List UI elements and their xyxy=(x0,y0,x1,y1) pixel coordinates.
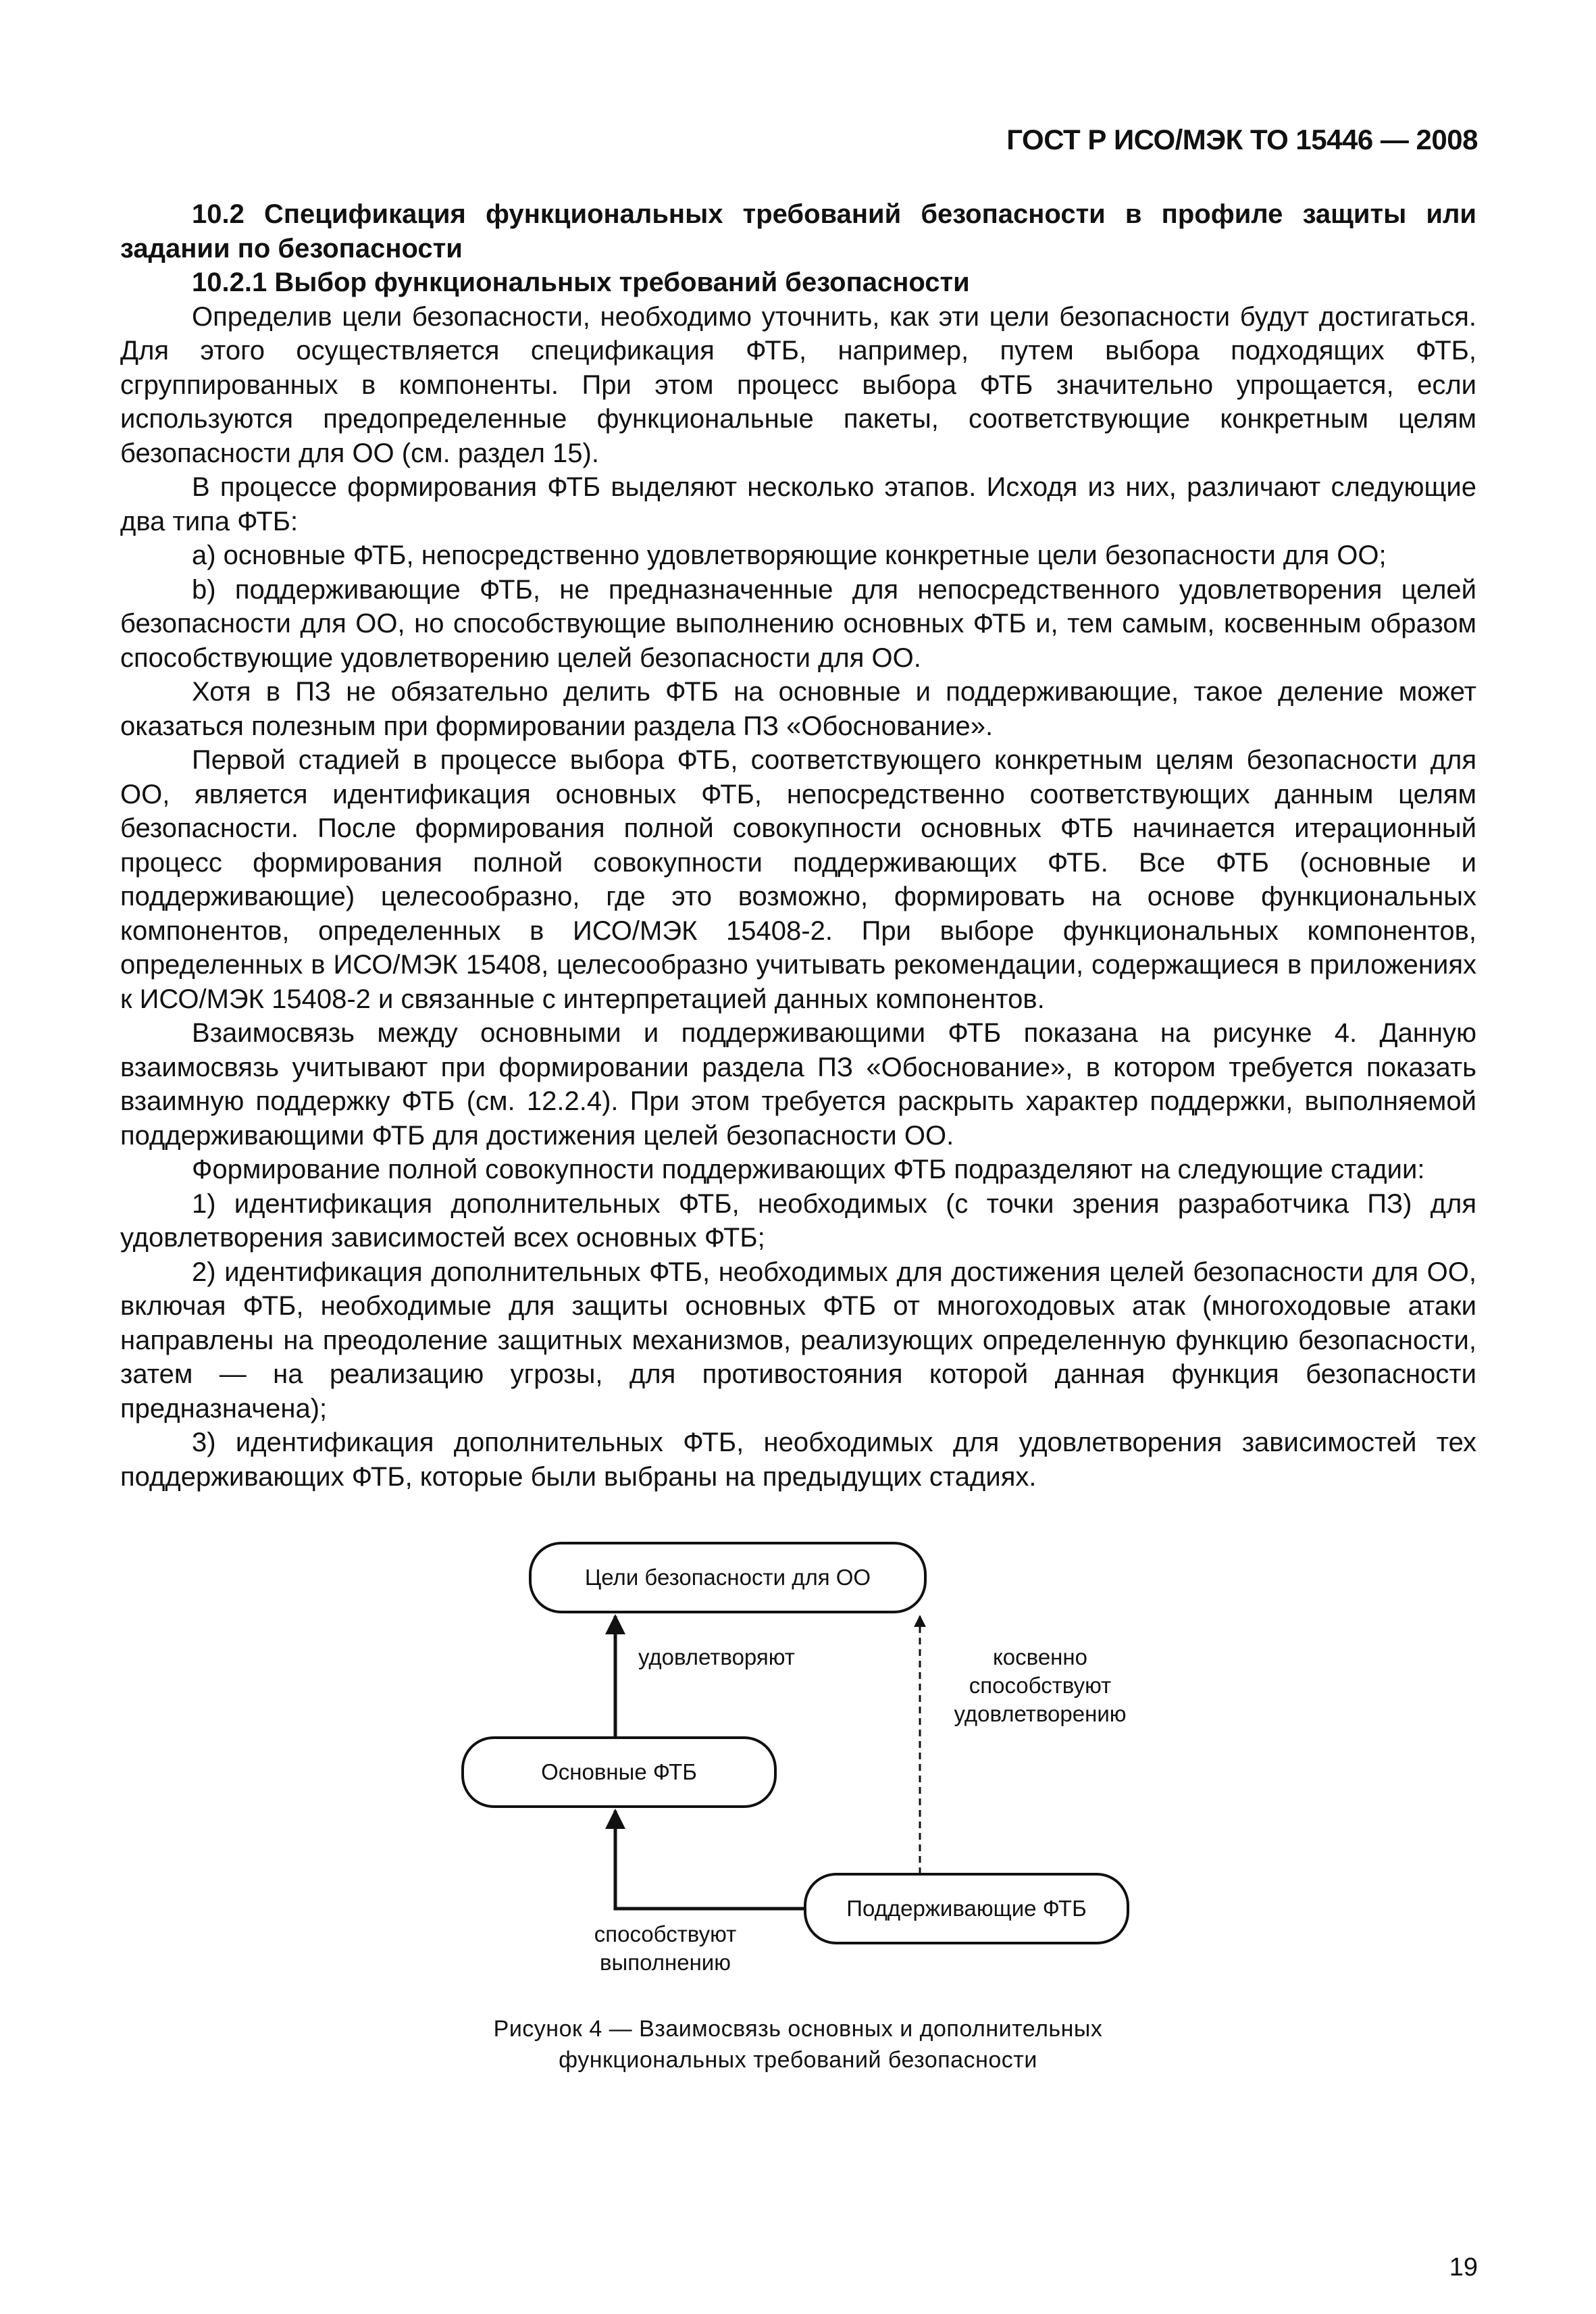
subsection-heading: 10.2.1 Выбор функциональных требований безопасности xyxy=(192,268,970,297)
satisfy-label: удовлетворяют xyxy=(638,1644,795,1669)
page-number: 19 xyxy=(1449,2253,1478,2282)
indirect-label-line2: способствуют xyxy=(969,1673,1112,1698)
document-header: ГОСТ Р ИСО/МЭК ТО 15446 — 2008 xyxy=(1006,124,1478,155)
paragraph: Формирование полной совокупности поддерживающих ФТБ подразделяют на следующие стадии: xyxy=(192,1155,1425,1184)
list-item: 2) идентификация дополнительных ФТБ, необходимых для достижения целей безопасности для ОО, включая ФТБ, необходимые для защиты основных ФТБ от многоходовых атак (многоходовые атаки направлены на преодоление защитных механизмов, реализующих определенную функцию безопасности, затем — на реализацию угрозы, для противостояния которой данная функция безопасности предназначена); xyxy=(120,1257,1476,1424)
paragraph: Взаимосвязь между основными и поддерживающими ФТБ показана на рисунке 4. Данную взаимосвязь учитывают при формировании раздела ПЗ «Обоснование», в котором требуется показать взаимную поддержку ФТБ (см. 12.2.4). При этом требуется раскрыть характер поддержки, выполняемой поддерживающими ФТБ для достижения целей безопасности ОО. xyxy=(120,1018,1476,1151)
figure-caption xyxy=(0,2013,1596,2076)
caption-line2: функциональных требований безопасности xyxy=(559,2047,1037,2073)
paragraph: Определив цели безопасности, необходимо уточнить, как эти цели безопасности будут достигаться. Для этого осуществляется спецификация ФТБ, например, путем выбора подходящих ФТБ, сгруппированных в компоненты. При этом процесс выбора ФТБ значительно упрощается, если используются предопределенные функциональные пакеты, соответствующие конкретным целям безопасности для ОО (см. раздел 15). xyxy=(120,301,1476,468)
main-ftb-label: Основные ФТБ xyxy=(541,1759,697,1784)
paragraph: В процессе формирования ФТБ выделяют несколько этапов. Исходя из них, различают следующие два типа ФТБ: xyxy=(120,472,1476,536)
section-heading: 10.2 Спецификация функциональных требований безопасности в профиле защиты или задании по безопасности xyxy=(120,199,1476,263)
caption-line1: Рисунок 4 — Взаимосвязь основных и дополнительных xyxy=(493,2016,1103,2042)
list-item: b) поддерживающие ФТБ, не предназначенные для непосредственного удовлетворения целей безопасности для ОО, но способствующие выполнению основных ФТБ и, тем самым, косвенным образом способствующие удовлетворению целей безопасности для ОО. xyxy=(120,574,1476,673)
paragraph: Первой стадией в процессе выбора ФТБ, соответствующего конкретным целям безопасности для ОО, является идентификация основных ФТБ, непосредственно соответствующих данным целям безопасности. После формирования полной совокупности основных ФТБ начинается итерационный процесс формирования полной совокупности поддерживающих ФТБ. Все ФТБ (основные и поддерживающие) целесообразно, где это возможно, формировать на основе функциональных компонентов, определенных в ИСО/МЭК 15408-2. При выборе функциональных компонентов, определенных в ИСО/МЭК 15408, целесообразно учитывать рекомендации, содержащиеся в приложениях к ИСО/МЭК 15408-2 и связанные с интерпретацией данных компонентов. xyxy=(120,745,1476,1014)
assist-arrow xyxy=(615,1811,805,1909)
support-ftb-label: Поддерживающие ФТБ xyxy=(846,1896,1087,1921)
list-item: a) основные ФТБ, непосредственно удовлетворяющие конкретные цели безопасности для ОО; xyxy=(192,540,1387,570)
list-item: 3) идентификация дополнительных ФТБ, необходимых для удовлетворения зависимостей тех поддерживающих ФТБ, которые были выбраны на предыдущих стадиях. xyxy=(120,1428,1476,1492)
goals-box-label: Цели безопасности для ОО xyxy=(584,1565,871,1590)
assist-label-line1: способствуют xyxy=(594,1921,737,1946)
indirect-label-line1: косвенно xyxy=(993,1644,1087,1669)
paragraph: Хотя в ПЗ не обязательно делить ФТБ на основные и поддерживающие, такое деление может оказаться полезным при формировании раздела ПЗ «Обоснование». xyxy=(120,677,1476,741)
figure-4-diagram xyxy=(439,1534,1148,2007)
body-text xyxy=(120,197,1476,1494)
indirect-label-line3: удовлетворению xyxy=(954,1701,1127,1726)
assist-label-line2: выполнению xyxy=(600,1950,731,1975)
list-item: 1) идентификация дополнительных ФТБ, необходимых (с точки зрения разработчика ПЗ) для удовлетворения зависимостей всех основных ФТБ; xyxy=(120,1188,1476,1253)
